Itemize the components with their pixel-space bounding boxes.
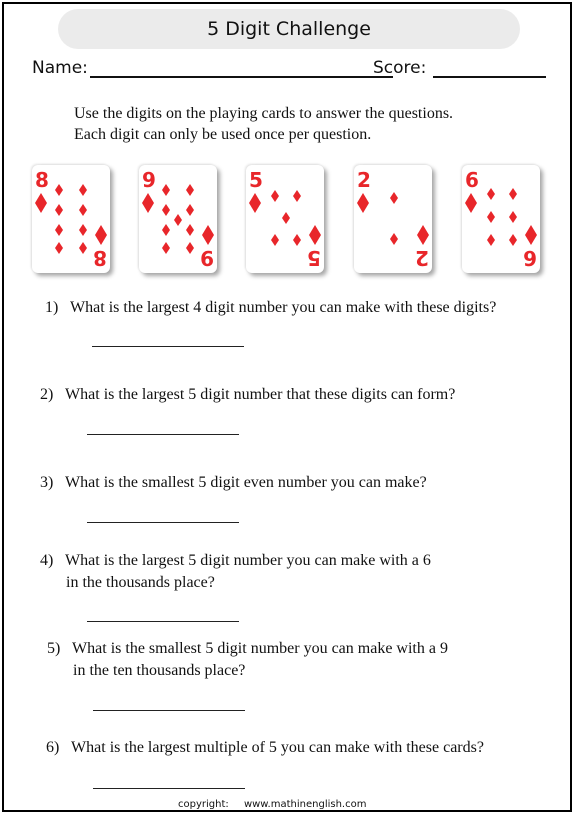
question-1 xyxy=(45,297,496,319)
card-rank-bottom: 2 xyxy=(415,246,429,270)
name-label: Name: xyxy=(32,58,88,78)
card-face xyxy=(32,165,110,273)
question-6 xyxy=(46,737,484,759)
playing-card-8 xyxy=(32,165,110,273)
question-number: 2) xyxy=(40,386,54,403)
diamond-icon xyxy=(55,204,63,216)
question-text: What is the largest 4 digit number you can make with these digits? xyxy=(70,299,497,316)
card-face xyxy=(246,165,324,273)
diamond-icon xyxy=(271,190,279,202)
answer-blank-2[interactable] xyxy=(87,434,239,435)
score-blank[interactable] xyxy=(433,76,546,78)
diamond-icon xyxy=(487,211,495,223)
question-3 xyxy=(40,472,427,494)
card-face xyxy=(354,165,432,273)
answer-blank-4[interactable] xyxy=(87,621,239,622)
question-text: What is the largest multiple of 5 you can make with these cards? xyxy=(71,739,484,756)
diamond-icon xyxy=(186,224,194,236)
diamond-icon xyxy=(525,225,537,245)
diamond-icon xyxy=(186,204,194,216)
instruction-line: Use the digits on the playing cards to answer the questions. xyxy=(74,105,454,122)
diamond-icon xyxy=(465,193,477,213)
instruction-line: Each digit can only be used once per question. xyxy=(74,126,372,143)
diamond-icon xyxy=(202,225,214,245)
diamond-icon xyxy=(162,224,170,236)
diamond-icon xyxy=(249,193,261,213)
question-text: What is the smallest 5 digit number you can make with a 9 xyxy=(72,640,448,657)
playing-card-6 xyxy=(462,165,540,273)
title-text: 5 Digit Challenge xyxy=(207,18,371,40)
worksheet-title xyxy=(58,9,520,49)
diamond-icon xyxy=(309,225,321,245)
answer-blank-3[interactable] xyxy=(87,522,239,523)
diamond-icon xyxy=(79,242,87,254)
diamond-icon xyxy=(162,184,170,196)
card-rank-top: 9 xyxy=(142,168,156,192)
footer xyxy=(178,799,378,810)
diamond-icon xyxy=(417,225,429,245)
diamond-icon xyxy=(509,188,517,200)
playing-card-2 xyxy=(354,165,432,273)
card-face xyxy=(462,165,540,273)
card-rank-top: 8 xyxy=(35,168,49,192)
diamond-icon xyxy=(55,184,63,196)
diamond-icon xyxy=(509,234,517,246)
question-number: 4) xyxy=(40,552,54,569)
card-rank-top: 6 xyxy=(465,168,479,192)
playing-card-5 xyxy=(246,165,324,273)
answer-blank-5[interactable] xyxy=(93,710,245,711)
diamond-icon xyxy=(282,212,290,224)
diamond-icon xyxy=(79,184,87,196)
playing-card-9 xyxy=(139,165,217,273)
diamond-icon xyxy=(79,204,87,216)
diamond-icon xyxy=(35,193,47,213)
diamond-icon xyxy=(487,234,495,246)
diamond-icon xyxy=(293,190,301,202)
question-text: What is the largest 5 digit number you can make with a 6 xyxy=(65,552,431,569)
diamond-icon xyxy=(293,234,301,246)
diamond-icon xyxy=(95,225,107,245)
website-link[interactable]: www.mathinenglish.com xyxy=(243,799,367,810)
question-number: 5) xyxy=(47,640,61,657)
question-2 xyxy=(40,384,455,406)
instructions xyxy=(74,103,453,145)
answer-blank-1[interactable] xyxy=(92,346,244,347)
diamond-icon xyxy=(79,224,87,236)
diamond-icon xyxy=(186,242,194,254)
card-face xyxy=(139,165,217,273)
diamond-icon xyxy=(357,193,369,213)
diamond-icon xyxy=(271,234,279,246)
card-rank-top: 2 xyxy=(357,168,371,192)
card-rank-bottom: 9 xyxy=(200,246,214,270)
score-label: Score: xyxy=(373,58,427,78)
card-rank-top: 5 xyxy=(249,168,263,192)
name-blank[interactable] xyxy=(90,76,393,78)
question-text: What is the largest 5 digit number that these digits can form? xyxy=(65,386,456,403)
diamond-icon xyxy=(162,242,170,254)
card-rank-bottom: 5 xyxy=(307,246,321,270)
diamond-icon xyxy=(186,184,194,196)
diamond-icon xyxy=(390,192,398,204)
copyright-label: copyright: xyxy=(178,799,229,810)
question-5 xyxy=(47,638,448,682)
diamond-icon xyxy=(509,211,517,223)
diamond-icon xyxy=(174,214,182,226)
diamond-icon xyxy=(55,224,63,236)
diamond-icon xyxy=(162,204,170,216)
card-rank-bottom: 8 xyxy=(93,246,107,270)
card-rank-bottom: 6 xyxy=(523,246,537,270)
diamond-icon xyxy=(487,188,495,200)
question-number: 6) xyxy=(46,739,60,756)
question-text: What is the smallest 5 digit even number you can make? xyxy=(65,474,427,491)
question-number: 1) xyxy=(45,299,59,316)
diamond-icon xyxy=(390,233,398,245)
diamond-icon xyxy=(55,242,63,254)
question-4 xyxy=(40,550,431,594)
diamond-icon xyxy=(142,193,154,213)
question-text-continued: in the ten thousands place? xyxy=(73,662,246,679)
answer-blank-6[interactable] xyxy=(93,788,245,789)
question-text-continued: in the thousands place? xyxy=(66,574,215,591)
name-score-row xyxy=(32,58,552,84)
question-number: 3) xyxy=(40,474,54,491)
